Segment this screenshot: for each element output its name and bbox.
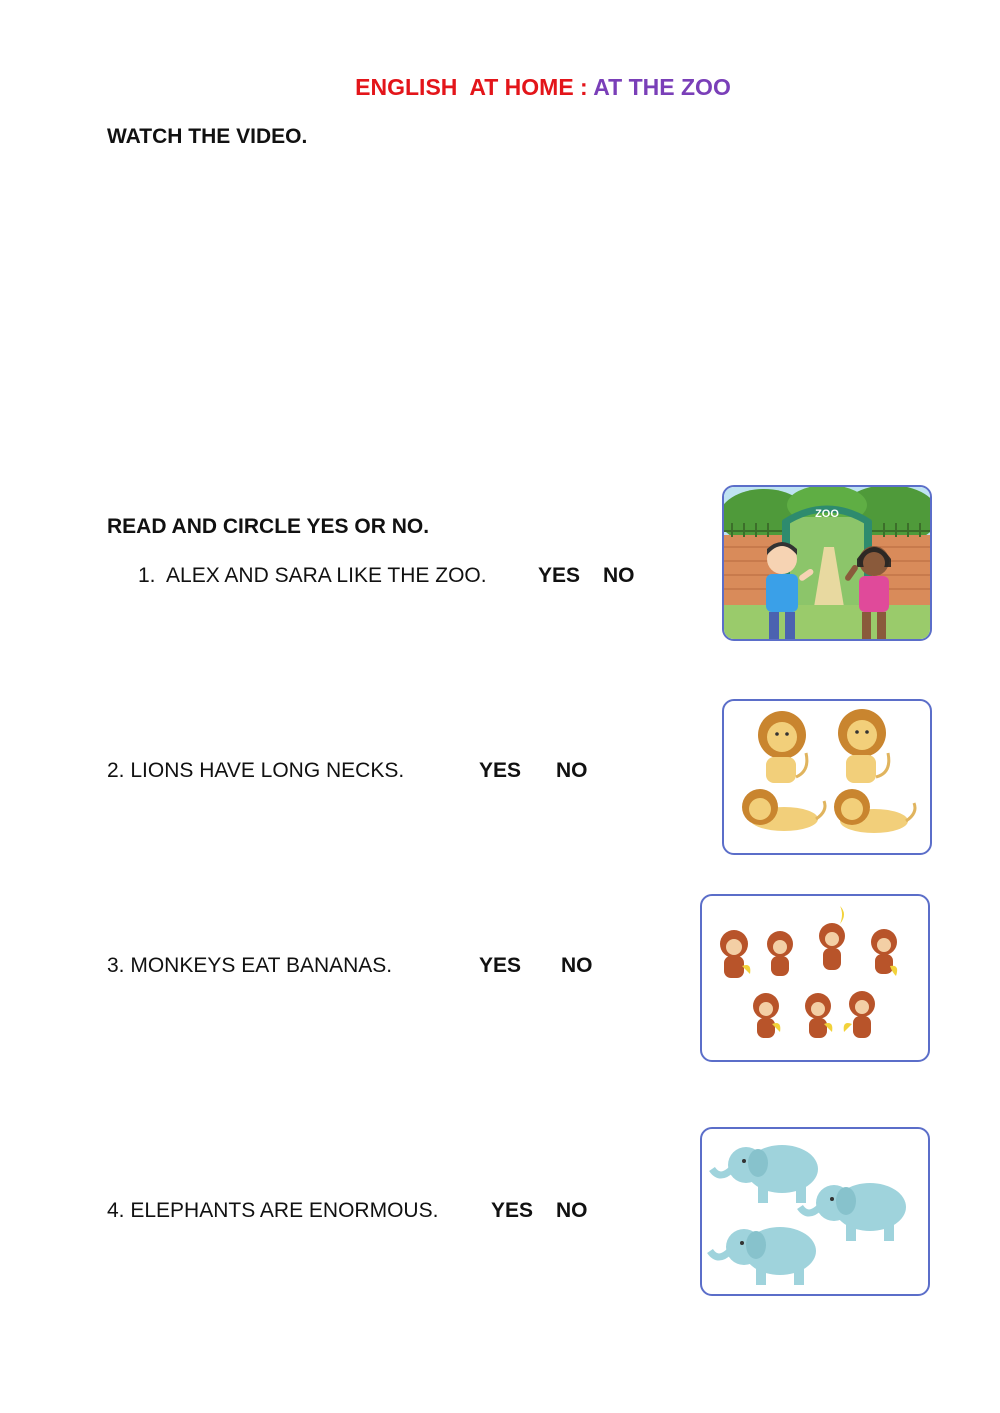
- lion-lying-1: [742, 789, 825, 831]
- question-1-text: 1. ALEX AND SARA LIKE THE ZOO.: [138, 564, 487, 587]
- read-instruction: READ AND CIRCLE YES OR NO.: [107, 515, 430, 538]
- question-3-text: 3. MONKEYS EAT BANANAS.: [107, 954, 393, 977]
- lion-lying-2: [834, 789, 915, 833]
- zoo-scene-illustration: [724, 487, 930, 639]
- question-4-no[interactable]: NO: [556, 1199, 588, 1222]
- question-4-text: 4. ELEPHANTS ARE ENORMOUS.: [107, 1199, 439, 1222]
- question-1-yes[interactable]: YES: [538, 564, 581, 587]
- monkeys-picture: [700, 894, 930, 1062]
- monkeys-illustration: [702, 896, 928, 1060]
- lions-illustration: [724, 701, 930, 853]
- question-1-no[interactable]: NO: [603, 564, 635, 587]
- watch-instruction: WATCH THE VIDEO.: [107, 125, 308, 148]
- lions-picture: [722, 699, 932, 855]
- question-2-yes[interactable]: YES: [479, 759, 522, 782]
- elephants-illustration: [702, 1129, 928, 1294]
- title-topic: AT THE ZOO: [593, 74, 731, 100]
- question-3-no[interactable]: NO: [561, 954, 593, 977]
- lion-sitting-2: [838, 709, 889, 783]
- elephant-3: [710, 1227, 816, 1285]
- zoo-gate-picture: [722, 485, 932, 641]
- elephant-1: [712, 1145, 818, 1203]
- lion-sitting-1: [758, 711, 807, 783]
- elephants-picture: [700, 1127, 930, 1296]
- elephant-2: [800, 1183, 906, 1241]
- title-main: ENGLISH AT HOME :: [355, 74, 594, 100]
- question-2-no[interactable]: NO: [556, 759, 588, 782]
- zoo-sign: ZOO: [815, 508, 839, 520]
- page-title: [0, 74, 1000, 101]
- question-4-yes[interactable]: YES: [491, 1199, 534, 1222]
- question-2-text: 2. LIONS HAVE LONG NECKS.: [107, 759, 405, 782]
- question-3-yes[interactable]: YES: [479, 954, 522, 977]
